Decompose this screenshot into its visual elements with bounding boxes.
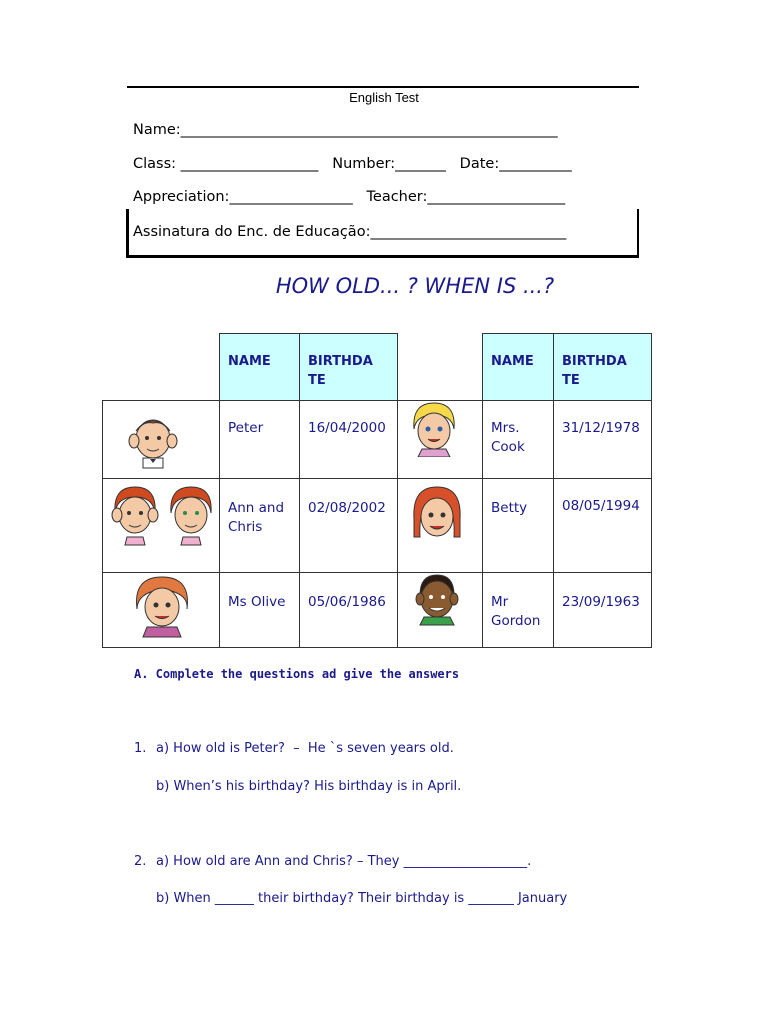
signature-line: Assinatura do Enc. de Educação:___________________________ [133,224,567,240]
birthdate-value: 31/12/1978 [562,420,640,436]
header-birthdate-left [299,333,398,401]
person-name: Ann and Chris [228,500,285,535]
name-cell-row1-left [219,400,300,479]
date-cell-row3-left [299,572,398,648]
man-dark-face-icon [410,573,464,627]
person-name: Ms Olive [228,594,286,610]
appreciation-teacher-line: Appreciation:_________________ Teacher:___________________ [133,189,566,205]
header-name-left [219,333,300,401]
name-field-line: Name:____________________________________________________ [133,122,558,138]
header-name-label: NAME [491,354,534,369]
date-cell-row2-left [299,478,398,573]
top-rule [127,86,639,88]
person-name: Mr Gordon [491,594,541,629]
birthdate-value: 23/09/1963 [562,594,640,610]
date-cell-row2-right [553,478,652,573]
class-number-date-line: Class: ___________________ Number:_______ Date:__________ [133,156,572,172]
name-cell-row2-left [219,478,300,573]
twins-face-icon [109,483,217,549]
header-birthdate-label: BIRTHDATE [562,354,627,388]
name-cell-row3-right [482,572,554,648]
document-title: English Test [349,90,419,105]
name-cell-row2-right [482,478,554,573]
picture-cell-ann-chris [102,478,220,573]
picture-cell-mr-gordon [397,572,483,648]
section-a-instruction: A. Complete the questions ad give the answers [134,667,460,681]
woman-blonde-face-icon [404,401,464,457]
worksheet-subtitle: HOW OLD... ? WHEN IS ...? [275,274,555,298]
question-2b: b) When ______ their birthday? Their birthday is _______ January [156,891,568,906]
birthdate-value: 16/04/2000 [308,420,386,436]
person-name: Mrs. Cook [491,420,525,455]
date-cell-row1-right [553,400,652,479]
person-name: Peter [228,420,264,436]
question-number: 2. [134,854,147,869]
header-birthdate-right [553,333,652,401]
date-cell-row3-right [553,572,652,648]
person-name: Betty [491,500,528,516]
date-cell-row1-left [299,400,398,479]
box-border-bottom [126,255,639,258]
picture-cell-ms-olive [102,572,220,648]
picture-cell-mrs-cook [397,400,483,479]
header-birthdate-label: BIRTHDATE [308,354,373,388]
header-name-right [482,333,554,401]
name-cell-row3-left [219,572,300,648]
header-name-label: NAME [228,354,271,369]
birthdate-value: 08/05/1994 [562,498,640,514]
question-1a: a) How old is Peter? – He `s seven years old. [156,741,454,756]
boy-face-icon [123,409,183,471]
question-2a: a) How old are Ann and Chris? – They ___________________. [156,854,532,869]
picture-cell-peter [102,400,220,479]
birthdate-value: 02/08/2002 [308,500,386,516]
box-border-left [126,209,129,257]
name-cell-row1-right [482,400,554,479]
girl-red-hair-face-icon [406,485,468,549]
woman-olive-face-icon [131,575,193,639]
question-number: 1. [134,741,147,756]
picture-cell-betty [397,478,483,573]
box-border-right [637,209,639,257]
birthdate-value: 05/06/1986 [308,594,386,610]
question-1b: b) When’s his birthday? His birthday is in April. [156,779,462,794]
